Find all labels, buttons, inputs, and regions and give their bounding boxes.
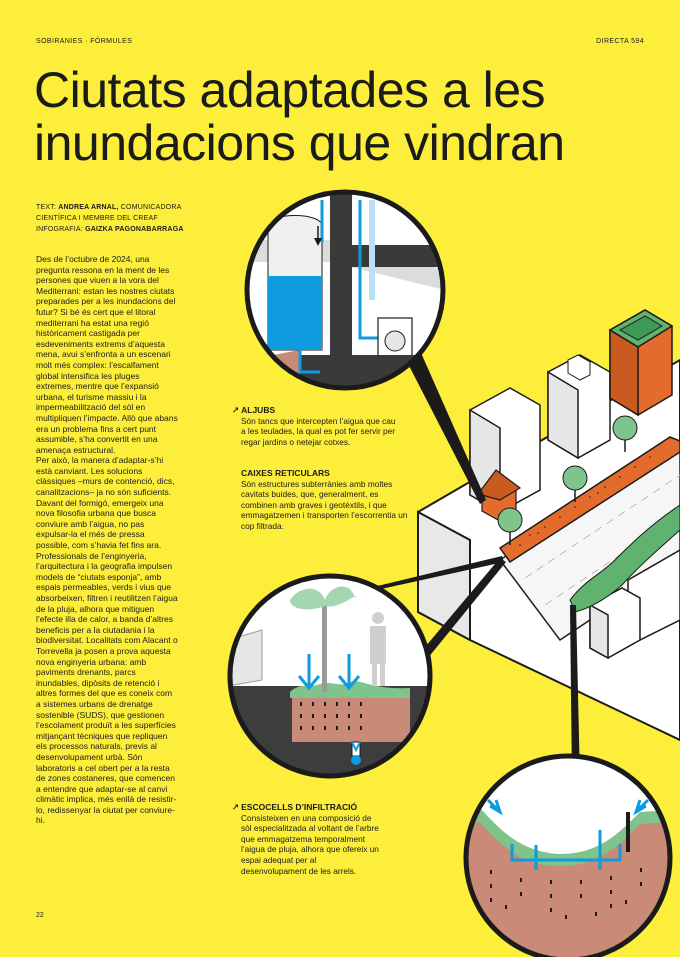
aljubs-text: Són tancs que intercepten l’aigua que cau a les teulades, la qual es pot fer servir per regar jardins o netejar cotxes. [241,415,396,447]
annotation-escocells [232,802,382,876]
city-block-illustration [418,310,680,740]
arrow-icon: ↗ [232,802,240,812]
infographic-author: GAIZKA PAGONABARRAGA [85,226,184,233]
paragraph-2: Per això, la manera d’adaptar-s’hi està canviant. Les solucions clàssiques –murs de contenció, dics, canalitzacions– ja no són suficients. Davant del formigó, emergeix una nova filosofia urbana que busca conviure amb l’aigua, no pas expulsar-la el més de pressa possible, com s’havia fet fins ara. Professionals de l’enginyeria, l’arquitectura i la geografia impulsen models de “ciutats esponja”, amb espais permeables, verds i vius que absorbeixen, filtren i reutilitzen l’aigua de la pluja, alhora que mitiguen l’efecte illa de calor, a banda d’altres beneficis per a la ciutadania i la biodiversitat. Localitats com Alacant o Torrevella ja posen a prova aquesta nova enginyeria urbana: amb paviments drenants, parcs inundables, dipòsits de retenció i altres formes del que es coneix com a sistemes urbans de drenatge sostenible (SUDS), que gestionen l’escolament produït a les superfícies mitjançant tècniques que repliquen els processos naturals, previs al desenvolupament urbà. Són laboratoris a cel obert per a la resta de zones costaneres, que comencen a entendre que adaptar-se al canvi climàtic implica, més enllà de resistir-lo, redissenyar la ciutat per conviure-hi. [36,455,178,826]
page-title: Ciutats adaptades a les inundacions que vindran [34,62,565,171]
escocells-text: Consisteixen en una composició de sòl especialitzada al voltant de l’arbre que emmagatzema temporalment l’aigua de pluja, alhora que ofereix un espai adequat per al desenvolupament de les arrels. [241,812,379,876]
issue-label: DIRECTA 594 [596,38,644,45]
text-credit-label: TEXT: [36,204,57,211]
annotation-aljubs [232,405,402,447]
author-name: ANDREA ARNAL, [58,204,119,211]
caixes-text: Són estructures subterrànies amb moltes cavitats buides, que, generalment, es combinen amb graves i geotèxtils, i que emmagatzemen i transporten l’escorrentia un cop filtrada. [241,478,408,531]
paragraph-1: Des de l’octubre de 2024, una pregunta ressona en la ment de les persones que viuen a la vora del Mediterrani: estan les nostres ciutats preparades per a les inundacions del futur? Si bé és cert que el litoral mediterrani ha estat una regió històricament castigada per esdeveniments extrems d’aquesta mena, avui s’enfronta a un escenari molt més complex: l’escalfament global intensifica les pluges extremes, mentre que l’expansió urbana, el turisme massiu i la impermeabilització del sòl en multipliquen l’impacte. Allò que abans era un problema fins a cert punt assumible, s’ha convertit en una amenaça estructural. [36,254,178,455]
article-body [36,254,178,826]
credits [36,202,186,235]
arrow-icon: ↗ [232,405,240,415]
infographic-credit-label: INFOGRAFIA: [36,226,83,233]
section-label: SOBIRANIES · FÓRMULES [36,38,133,45]
aljubs-detail-circle [245,190,447,395]
escocells-title: ↗ ESCOCELLS D’INFILTRACIÓ [232,802,358,812]
annotation-caixes-reticulars [241,468,411,532]
page-number: 22 [36,912,44,919]
caixes-title: CAIXES RETICULARS [241,468,330,478]
aljubs-title: ↗ ALJUBS [232,405,276,415]
author-role: COMUNICADORA CIENTÍFICA I MEMBRE DEL CREAF [36,204,182,222]
caixes-detail-circle [228,576,432,780]
escocells-detail-circle [464,754,674,957]
